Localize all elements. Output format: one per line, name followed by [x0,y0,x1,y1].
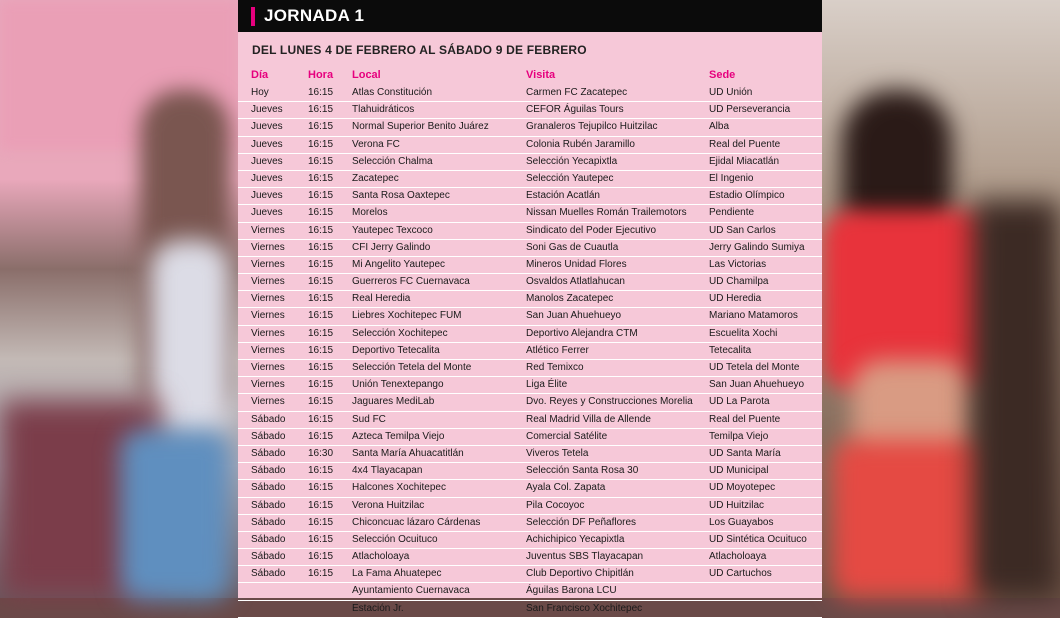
cell-local: Verona Huitzilac [352,499,425,511]
cell-sede: UD Cartuchos [709,568,772,580]
cell-dia: Jueves [251,172,283,184]
cell-dia: Viernes [251,224,285,236]
cell-visita: Deportivo Alejandra CTM [526,327,638,339]
cell-local: Unión Tenextepango [352,379,444,391]
cell-visita: Red Temixco [526,362,584,373]
table-row [238,412,822,429]
cell-visita: Atlético Ferrer [526,344,589,356]
cell-dia: Sábado [251,465,286,477]
cell-local: Zacatepec [352,172,399,184]
cell-visita: Pila Cocoyoc [526,499,585,511]
table-row [238,85,822,102]
cell-hora: 16:15 [308,155,334,167]
cell-hora: 16:30 [308,447,334,459]
table-row [238,171,822,188]
cell-dia: Sábado [251,499,286,511]
cell-hora: 16:15 [308,551,334,563]
cell-visita: Viveros Tetela [526,447,589,459]
table-row [238,257,822,274]
table-row [238,480,822,497]
cell-sede: UD Huitzilac [709,499,765,511]
cell-dia: Jueves [251,155,283,167]
table-row [238,188,822,205]
cell-hora: 16:15 [308,516,334,528]
cell-hora: 16:15 [308,104,334,116]
date-range-subtitle: DEL LUNES 4 DE FEBRERO AL SÁBADO 9 DE FEBRERO [252,43,587,57]
cell-sede: UD San Carlos [709,224,776,236]
cell-local: Liebres Xochitepec FUM [352,310,462,322]
cell-hora: 16:15 [308,121,334,133]
cell-sede: Las Victorias [709,258,767,270]
cell-visita: Nissan Muelles Román Trailemotors [526,207,687,219]
table-row [238,583,822,600]
table-row [238,566,822,583]
cell-hora: 16:15 [308,379,334,391]
cell-dia: Jueves [251,138,283,150]
cell-dia: Sábado [251,533,286,545]
cell-local: Deportivo Tetecalita [352,344,440,356]
cell-dia: Jueves [251,207,283,219]
cell-hora: 16:15 [308,276,334,288]
cell-dia: Viernes [251,241,285,253]
cell-visita: San Francisco Xochitepec [526,602,643,614]
cell-local: Santa Rosa Oaxtepec [352,190,450,202]
cell-hora: 16:15 [308,499,334,511]
cell-local: 4x4 Tlayacapan [352,465,423,477]
cell-dia: Viernes [251,379,285,391]
header-accent-mark [251,7,255,26]
cell-dia: Sábado [251,551,286,563]
cell-local: Chiconcuac lázaro Cárdenas [352,516,481,528]
match-table [238,85,822,618]
cell-visita: Real Madrid Villa de Allende [526,413,651,425]
cell-visita: Liga Élite [526,379,568,391]
cell-dia: Viernes [251,276,285,288]
table-row [238,308,822,325]
cell-sede: UD Unión [709,87,753,98]
table-row [238,240,822,257]
cell-sede: Escuelita Xochi [709,327,778,339]
cell-local: Guerreros FC Cuernavaca [352,276,470,288]
cell-sede: UD Heredia [709,293,762,305]
cell-local: Verona FC [352,138,400,150]
column-header-visita: Visita [526,69,556,81]
cell-local: Mi Angelito Yautepec [352,258,446,270]
cell-visita: Club Deportivo Chipitlán [526,568,634,580]
cell-visita: Selección Yecapixtla [526,155,618,167]
cell-hora: 16:15 [308,362,334,373]
cell-sede: Ejidal Miacatlán [709,155,780,167]
table-row [238,549,822,566]
cell-sede: UD Chamilpa [709,276,769,288]
cell-dia: Sábado [251,430,286,442]
cell-local: Ayuntamiento Cuernavaca [352,585,470,597]
cell-visita: Selección DF Peñaflores [526,516,637,528]
cell-hora: 16:15 [308,207,334,219]
page-title: JORNADA 1 [264,6,365,25]
cell-visita: Osvaldos Atlatlahucan [526,276,625,288]
cell-visita: CEFOR Águilas Tours [526,104,624,116]
cell-hora: 16:15 [308,568,334,580]
cell-sede: Mariano Matamoros [709,310,798,322]
cell-hora: 16:15 [308,258,334,270]
cell-hora: 16:15 [308,224,334,236]
cell-dia: Viernes [251,258,285,270]
cell-visita: Estación Acatlán [526,190,600,202]
cell-sede: Jerry Galindo Sumiya [709,241,805,253]
table-row [238,498,822,515]
cell-hora: 16:15 [308,138,334,150]
cell-visita: Ayala Col. Zapata [526,482,606,494]
table-row [238,377,822,394]
cell-visita: Juventus SBS Tlayacapan [526,551,644,563]
column-header-dia: Día [251,69,269,81]
cell-local: Jaguares MediLab [352,396,435,408]
cell-local: La Fama Ahuatepec [352,568,442,580]
cell-hora: 16:15 [308,465,334,477]
cell-visita: Selección Yautepec [526,172,614,184]
table-row [238,446,822,463]
cell-visita: Águilas Barona LCU [526,585,617,597]
table-row [238,102,822,119]
cell-sede: San Juan Ahuehueyo [709,379,805,391]
cell-sede: UD Municipal [709,465,769,477]
cell-hora: 16:15 [308,190,334,202]
cell-dia: Viernes [251,362,285,373]
table-row [238,137,822,154]
table-row [238,515,822,532]
cell-local: Selección Ocuituco [352,533,438,545]
cell-dia: Sábado [251,482,286,494]
cell-local: Azteca Temilpa Viejo [352,430,445,442]
cell-hora: 16:15 [308,293,334,305]
table-row [238,463,822,480]
header-bar [238,0,822,32]
table-row [238,119,822,136]
cell-visita: Achichipico Yecapixtla [526,533,625,545]
table-row [238,601,822,618]
column-header-sede: Sede [709,69,736,81]
cell-sede: Estadio Olímpico [709,190,785,202]
cell-hora: 16:15 [308,327,334,339]
cell-dia: Sábado [251,516,286,528]
cell-local: Selección Tetela del Monte [352,362,472,373]
table-row [238,223,822,240]
background-photo-left [0,0,238,598]
cell-local: Real Heredia [352,293,411,305]
cell-visita: Sindicato del Poder Ejecutivo [526,224,657,236]
table-row [238,274,822,291]
cell-hora: 16:15 [308,533,334,545]
cell-sede: UD Santa María [709,447,781,459]
cell-dia: Viernes [251,293,285,305]
cell-hora: 16:15 [308,413,334,425]
column-headers [238,67,822,84]
cell-sede: Los Guayabos [709,516,774,528]
cell-visita: Colonia Rubén Jaramillo [526,138,635,150]
cell-local: Sud FC [352,413,386,425]
cell-hora: 16:15 [308,396,334,408]
cell-local: Morelos [352,207,388,219]
cell-hora: 16:15 [308,344,334,356]
cell-visita: Carmen FC Zacatepec [526,87,628,98]
cell-visita: Mineros Unidad Flores [526,258,627,270]
cell-dia: Viernes [251,396,285,408]
cell-hora: 16:15 [308,87,334,98]
cell-local: Selección Xochitepec [352,327,448,339]
cell-sede: UD La Parota [709,396,770,408]
table-row [238,394,822,411]
cell-dia: Jueves [251,190,283,202]
cell-local: Santa María Ahuacatitlán [352,447,464,459]
column-header-hora: Hora [308,69,334,81]
cell-hora: 16:15 [308,172,334,184]
cell-visita: Soni Gas de Cuautla [526,241,619,253]
cell-dia: Sábado [251,568,286,580]
cell-hora: 16:15 [308,310,334,322]
table-row [238,532,822,549]
cell-local: CFI Jerry Galindo [352,241,431,253]
cell-sede: Temilpa Viejo [709,430,769,442]
cell-local: Tlahuidráticos [352,104,415,116]
cell-hora: 16:15 [308,241,334,253]
cell-dia: Sábado [251,447,286,459]
table-row [238,154,822,171]
cell-dia: Jueves [251,121,283,133]
cell-local: Selección Chalma [352,155,433,167]
background-photo-right [822,0,1060,598]
cell-visita: Granaleros Tejupilco Huitzilac [526,121,658,133]
cell-sede: Real del Puente [709,138,781,150]
cell-sede: Atlacholoaya [709,551,767,563]
cell-local: Atlas Constitución [352,87,433,98]
cell-hora: 16:15 [308,430,334,442]
cell-dia: Viernes [251,310,285,322]
cell-sede: Real del Puente [709,413,781,425]
cell-dia: Sábado [251,413,286,425]
cell-visita: Manolos Zacatepec [526,293,614,305]
table-row [238,429,822,446]
cell-sede: UD Tetela del Monte [709,362,800,373]
cell-visita: San Juan Ahuehueyo [526,310,622,322]
cell-local: Atlacholoaya [352,551,410,563]
cell-sede: Alba [709,121,730,133]
cell-local: Halcones Xochitepec [352,482,446,494]
cell-visita: Selección Santa Rosa 30 [526,465,639,477]
cell-sede: Pendiente [709,207,755,219]
cell-sede: Tetecalita [709,344,752,356]
cell-local: Normal Superior Benito Juárez [352,121,489,133]
cell-dia: Hoy [251,87,269,98]
cell-visita: Dvo. Reyes y Construcciones Morelia [526,396,693,408]
cell-local: Estación Jr. [352,602,404,614]
cell-local: Yautepec Texcoco [352,224,433,236]
cell-hora: 16:15 [308,482,334,494]
cell-dia: Viernes [251,344,285,356]
schedule-panel [238,0,822,614]
table-row [238,360,822,377]
table-row [238,326,822,343]
cell-dia: Viernes [251,327,285,339]
table-row [238,343,822,360]
cell-dia: Jueves [251,104,283,116]
cell-sede: UD Sintética Ocuituco [709,533,807,545]
cell-visita: Comercial Satélite [526,430,608,442]
cell-sede: UD Moyotepec [709,482,776,494]
table-row [238,205,822,222]
cell-sede: UD Perseverancia [709,104,791,116]
column-header-local: Local [352,69,381,81]
cell-sede: El Ingenio [709,172,754,184]
table-row [238,291,822,308]
